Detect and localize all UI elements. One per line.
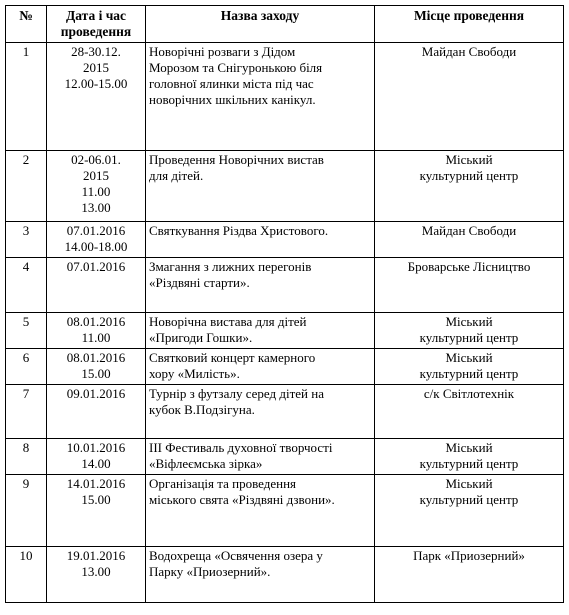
header-row [6, 6, 564, 43]
cell-place-line: культурний центр [419, 492, 519, 507]
cell-place-line: Міський [445, 440, 493, 455]
cell-place-line: культурний центр [419, 330, 519, 345]
table-row [6, 313, 564, 349]
cell-num-text: 3 [22, 223, 30, 238]
cell-date-line: 13.00 [81, 200, 111, 215]
cell-date-line: 12.00-15.00 [64, 76, 128, 91]
cell-date-line: 10.01.2016 [66, 440, 126, 455]
cell-name [146, 43, 375, 151]
cell-place [375, 439, 564, 475]
cell-place [375, 475, 564, 547]
cell-num-text: 8 [22, 440, 30, 455]
cell-date-line: 14.00-18.00 [64, 239, 128, 254]
table-row [6, 222, 564, 258]
header-date-line: Дата і час [65, 8, 127, 23]
cell-name-line: Морозом та Снігуронькою біля [149, 60, 323, 75]
cell-date-line: 09.01.2016 [66, 386, 126, 401]
cell-num [6, 222, 47, 258]
cell-name [146, 313, 375, 349]
cell-name-line: головної ялинки міста під час [149, 76, 314, 91]
cell-name-line: Проведення Новорічних вистав [149, 152, 324, 167]
cell-date [47, 313, 146, 349]
cell-name-line: Водохреща «Освячення озера у [149, 548, 323, 563]
cell-place-line: культурний центр [419, 168, 519, 183]
cell-date-line: 02-06.01. [71, 152, 121, 167]
cell-name-line: «Різдвяні старти». [149, 275, 250, 290]
cell-num-text: 2 [22, 152, 30, 167]
cell-place-line: культурний центр [419, 456, 519, 471]
table-row [6, 151, 564, 222]
events-table [5, 5, 564, 603]
cell-date-line: 15.00 [81, 492, 111, 507]
cell-num [6, 475, 47, 547]
cell-name-line: ІІІ Фестиваль духовної творчості [149, 440, 333, 455]
cell-date-line: 08.01.2016 [66, 314, 126, 329]
cell-place [375, 43, 564, 151]
cell-num-text: 6 [22, 350, 30, 365]
cell-date-line: 15.00 [81, 366, 111, 381]
cell-name-line: Змагання з лижних перегонів [149, 259, 312, 274]
cell-num [6, 439, 47, 475]
cell-name-line: хору «Милість». [149, 366, 240, 381]
cell-num [6, 151, 47, 222]
cell-place-line: Майдан Свободи [421, 44, 517, 59]
cell-place [375, 258, 564, 313]
cell-name-line: Святкування Різдва Христового. [149, 223, 329, 238]
cell-name [146, 258, 375, 313]
cell-name [146, 475, 375, 547]
cell-name-line: новорічних шкільних канікул. [149, 92, 316, 107]
header-num [6, 6, 47, 43]
cell-place [375, 151, 564, 222]
cell-name-line: Новорічна вистава для дітей [149, 314, 307, 329]
cell-name-line: Організація та проведення [149, 476, 297, 491]
table-body [6, 43, 564, 603]
cell-name-line: Новорічні розваги з Дідом [149, 44, 296, 59]
header-place-text: Місце проведення [413, 8, 525, 23]
cell-name-line: міського свята «Різдвяні дзвони». [149, 492, 335, 507]
cell-place-line: с/к Світлотехнік [423, 386, 515, 401]
table-row [6, 439, 564, 475]
table-row [6, 475, 564, 547]
cell-date-line: 14.01.2016 [66, 476, 126, 491]
cell-place [375, 349, 564, 385]
cell-name-line: Парку «Приозерний». [149, 564, 271, 579]
table-row [6, 43, 564, 151]
cell-place-line: Майдан Свободи [421, 223, 517, 238]
cell-date-line: 19.01.2016 [66, 548, 126, 563]
cell-place [375, 313, 564, 349]
cell-num-text: 1 [22, 44, 30, 59]
cell-num-text: 10 [19, 548, 33, 563]
cell-date [47, 151, 146, 222]
cell-name [146, 385, 375, 439]
cell-name [146, 151, 375, 222]
cell-date-line: 11.00 [81, 330, 111, 345]
cell-date-line: 2015 [83, 168, 109, 183]
cell-date-line: 08.01.2016 [66, 350, 126, 365]
cell-num [6, 258, 47, 313]
header-name-text: Назва заходу [220, 8, 300, 23]
cell-date-line: 2015 [83, 60, 109, 75]
cell-num [6, 43, 47, 151]
cell-num [6, 385, 47, 439]
cell-name [146, 547, 375, 603]
cell-name-line: «Пригоди Гошки». [149, 330, 253, 345]
cell-num [6, 313, 47, 349]
cell-name [146, 349, 375, 385]
cell-name-line: для дітей. [149, 168, 204, 183]
cell-num-text: 4 [22, 259, 30, 274]
cell-date-line: 07.01.2016 [66, 223, 126, 238]
cell-place-line: Міський [445, 314, 493, 329]
cell-name-line: «Віфлеємська зірка» [149, 456, 263, 471]
cell-name [146, 222, 375, 258]
cell-place [375, 222, 564, 258]
header-date-line: проведення [60, 24, 132, 39]
cell-date [47, 547, 146, 603]
cell-place-line: Броварське Лісництво [407, 259, 531, 274]
cell-date [47, 385, 146, 439]
header-num-text: № [19, 8, 33, 23]
cell-place-line: Міський [445, 476, 493, 491]
header-place [375, 6, 564, 43]
cell-num [6, 349, 47, 385]
cell-place-line: Міський [445, 152, 493, 167]
cell-num-text: 5 [22, 314, 30, 329]
cell-name-line: Святковий концерт камерного [149, 350, 316, 365]
cell-num-text: 7 [22, 386, 30, 401]
cell-num [6, 547, 47, 603]
cell-date [47, 222, 146, 258]
cell-place-line: Міський [445, 350, 493, 365]
cell-place-line: культурний центр [419, 366, 519, 381]
cell-place [375, 385, 564, 439]
cell-date [47, 439, 146, 475]
cell-date-line: 13.00 [81, 564, 111, 579]
table-row [6, 547, 564, 603]
table-row [6, 385, 564, 439]
header-date [47, 6, 146, 43]
cell-date [47, 43, 146, 151]
header-name [146, 6, 375, 43]
table-row [6, 349, 564, 385]
cell-place-line: Парк «Приозерний» [413, 548, 525, 563]
cell-num-text: 9 [22, 476, 30, 491]
cell-name [146, 439, 375, 475]
cell-date-line: 11.00 [81, 184, 111, 199]
table-row [6, 258, 564, 313]
cell-name-line: Турнір з футзалу серед дітей на [149, 386, 324, 401]
cell-date-line: 14.00 [81, 456, 111, 471]
cell-place [375, 547, 564, 603]
cell-date [47, 349, 146, 385]
cell-date-line: 07.01.2016 [66, 259, 126, 274]
cell-date [47, 475, 146, 547]
cell-name-line: кубок В.Подзігуна. [149, 402, 255, 417]
cell-date-line: 28-30.12. [71, 44, 121, 59]
cell-date [47, 258, 146, 313]
